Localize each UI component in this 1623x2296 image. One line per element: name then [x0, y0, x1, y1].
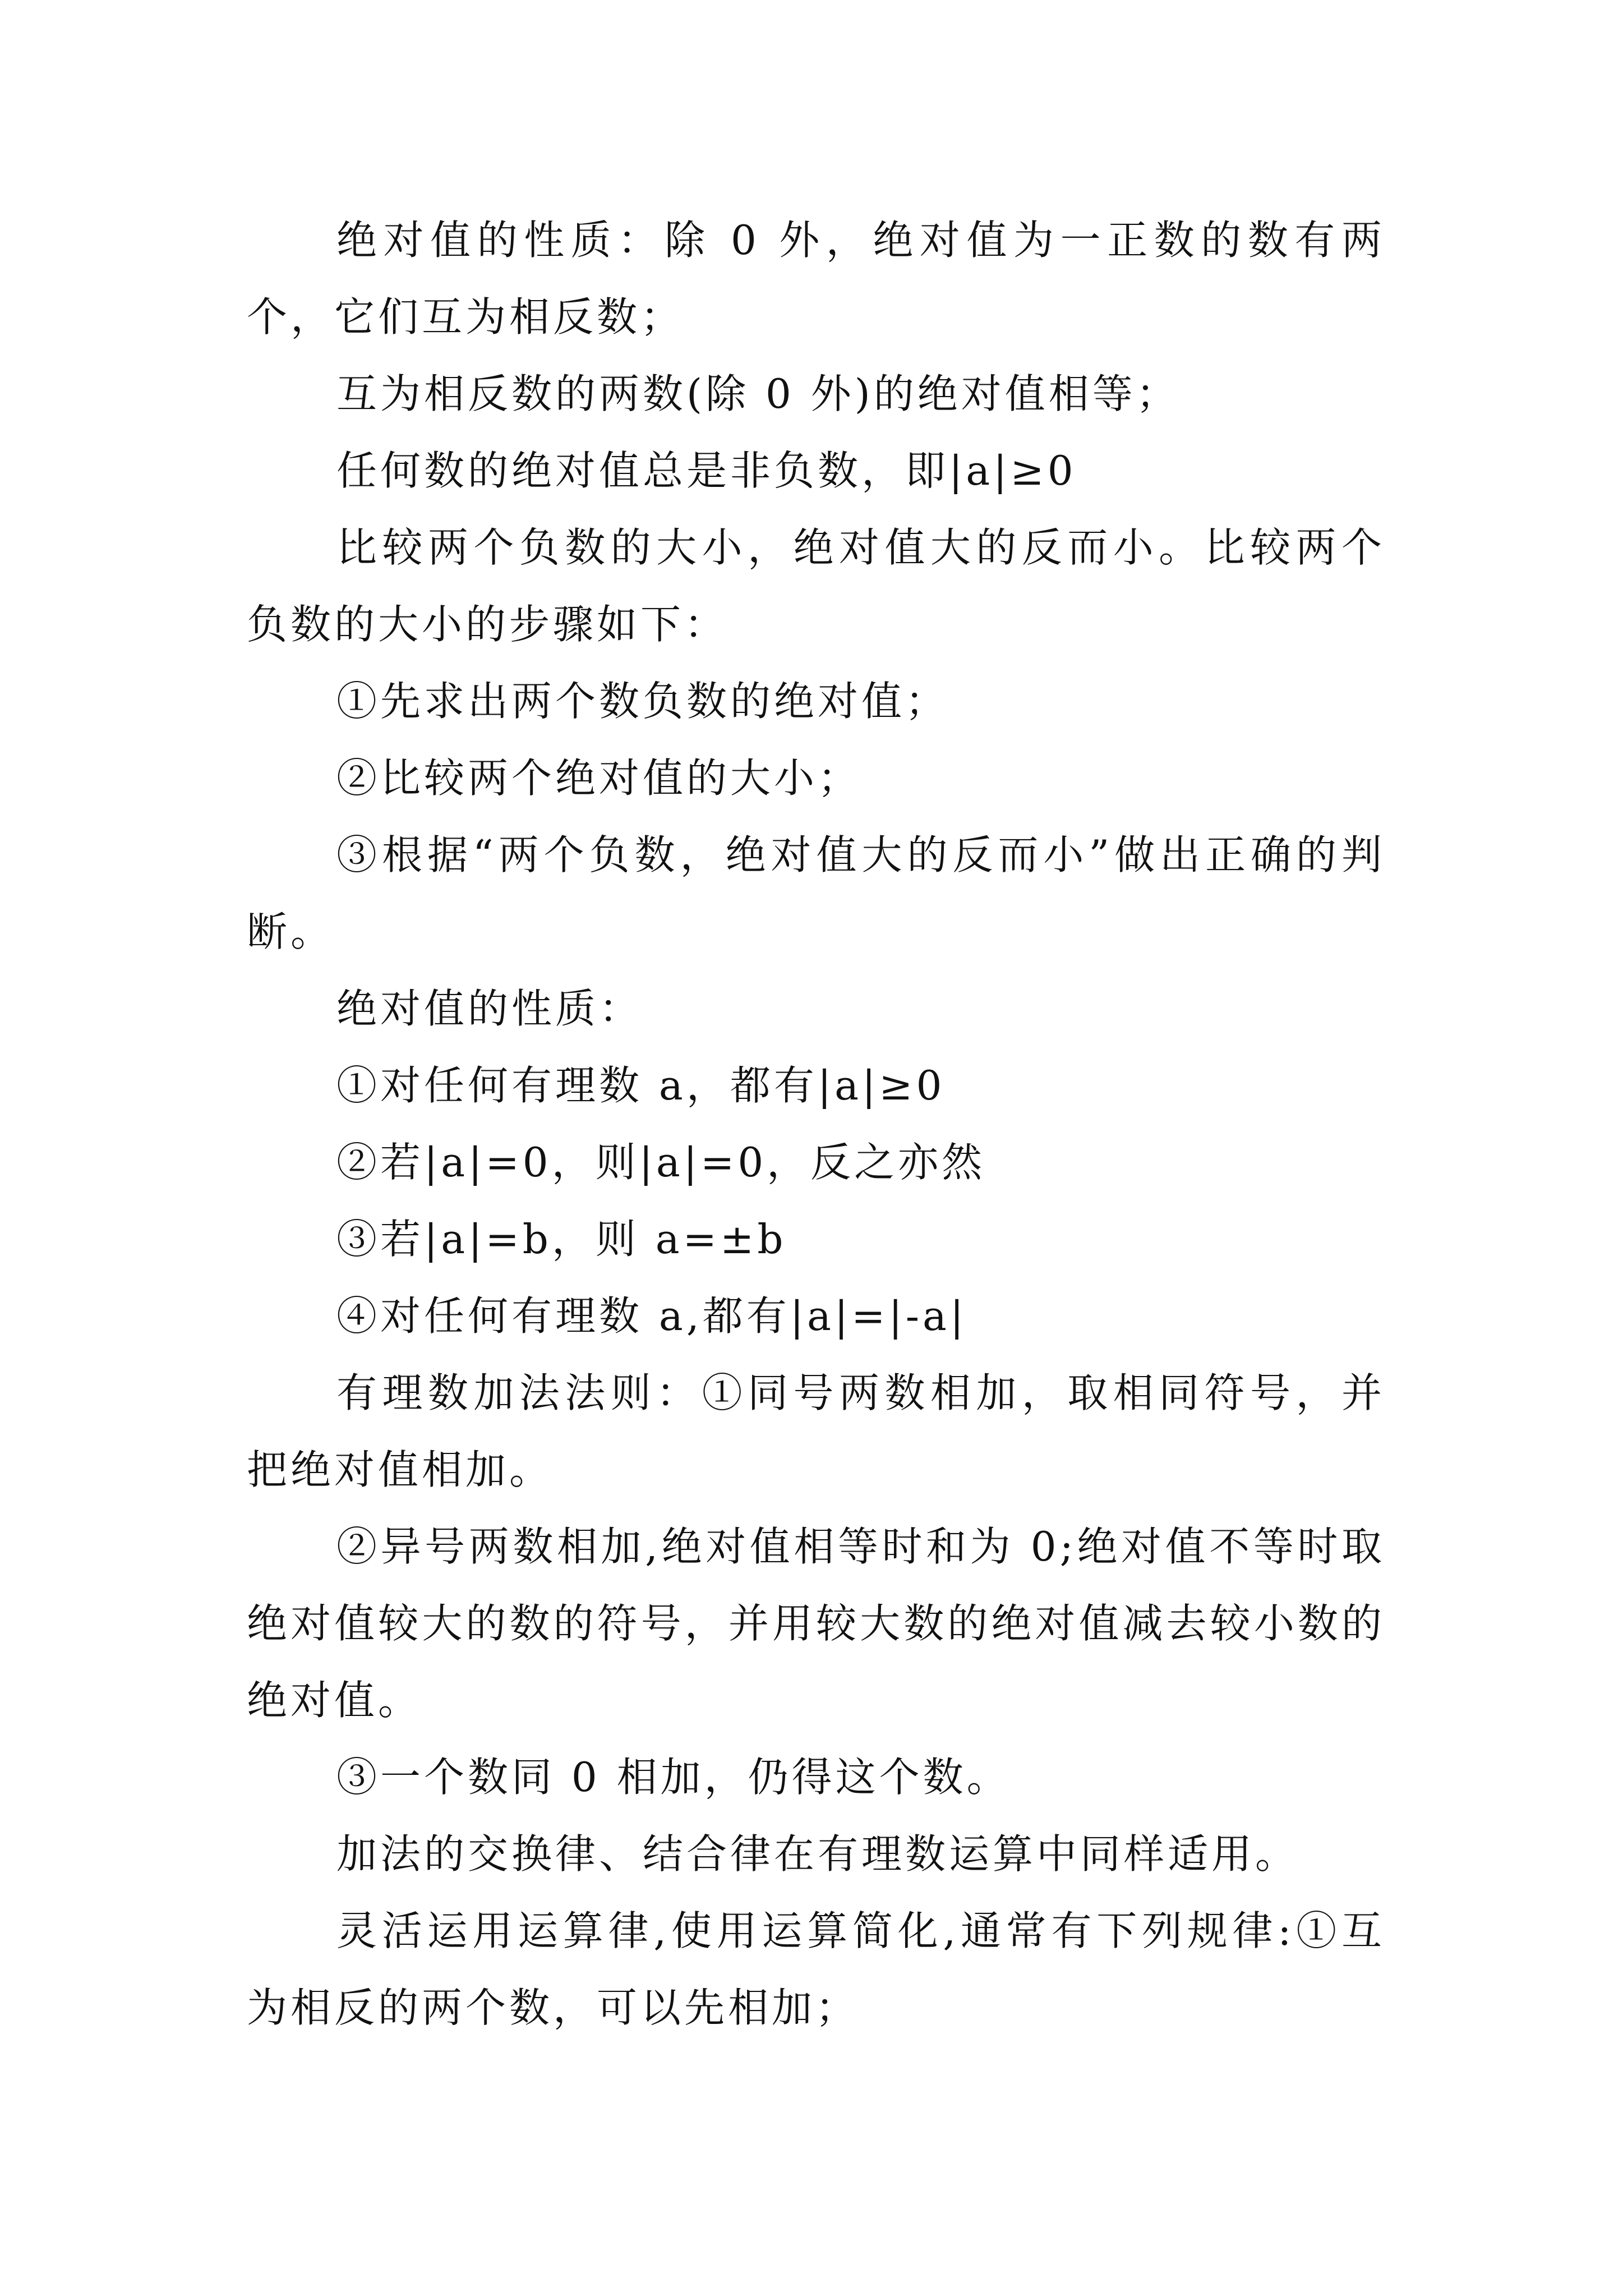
paragraph-property-1: ①对任何有理数 a，都有|a|≥0	[336, 1062, 946, 1109]
paragraph-step-2: ②比较两个绝对值的大小；	[336, 754, 862, 802]
paragraph-property-3: ③若|a|=b，则 a=±b	[336, 1216, 787, 1263]
paragraph-compare-negatives: 比较两个负数的大小，绝对值大的反而小。比较两个负数的大小的步骤如下：	[247, 524, 1385, 648]
paragraph-step-1: ①先求出两个数负数的绝对值；	[336, 678, 949, 725]
paragraph-commutative-associative: 加法的交换律、结合律在有理数运算中同样适用。	[336, 1830, 1299, 1878]
paragraph-property-2: ②若|a|=0，则|a|=0，反之亦然	[336, 1139, 986, 1186]
paragraph-addition-rule-1: 有理数加法法则：①同号两数相加，取相同符号，并把绝对值相加。	[247, 1369, 1385, 1493]
paragraph-step-3: ③根据“两个负数，绝对值大的反而小”做出正确的判断。	[247, 831, 1385, 955]
document-body	[247, 202, 1385, 2046]
paragraph-addition-rule-2: ②异号两数相加,绝对值相等时和为 0;绝对值不等时取绝对值较大的数的符号，并用较大数的绝对值减去较小数的绝对值。	[247, 1523, 1385, 1724]
paragraph-properties-heading: 绝对值的性质：	[336, 985, 643, 1032]
paragraph-opposite-numbers: 互为相反数的两数(除 0 外)的绝对值相等；	[336, 370, 1180, 417]
paragraph-non-negative: 任何数的绝对值总是非负数，即|a|≥0	[336, 447, 1077, 494]
paragraph-addition-rule-3: ③一个数同 0 相加，仍得这个数。	[336, 1754, 1011, 1801]
paragraph-property-4: ④对任何有理数 a,都有|a|=|-a|	[336, 1292, 967, 1340]
paragraph-flexible-use: 灵活运用运算律,使用运算简化,通常有下列规律:①互为相反的两个数，可以先相加；	[247, 1907, 1385, 2031]
paragraph-absolute-value-property: 绝对值的性质：除 0 外，绝对值为一正数的数有两个，它们互为相反数；	[247, 217, 1385, 341]
